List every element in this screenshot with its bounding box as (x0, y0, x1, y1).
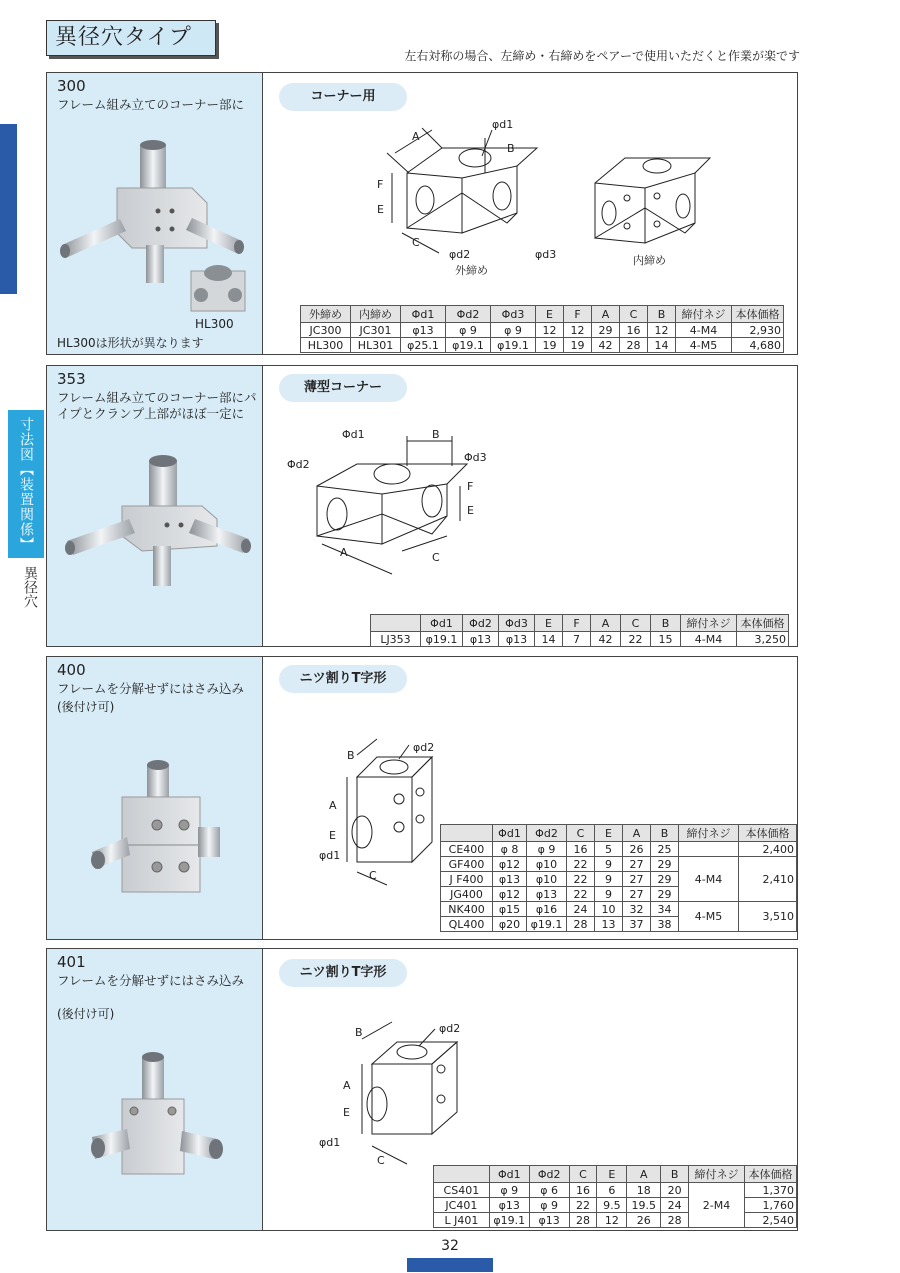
cell: 2,400 (739, 842, 797, 857)
cell: φ25.1 (401, 338, 446, 353)
cell: 19 (564, 338, 592, 353)
cell: φ 9 (527, 842, 567, 857)
page-subtitle: 左右対称の場合、左締め・右締めをペアーで使用いただくと作業が楽です (404, 49, 800, 63)
label-d2: φd2 (413, 741, 435, 754)
label-d1: φd1 (492, 118, 514, 131)
cell: 3,250 (737, 632, 789, 647)
section-description: フレーム組み立てのコーナー部にパイプとクランプ上部がほぼ一定に (57, 390, 257, 421)
page-title: 異径穴タイプ (46, 20, 216, 56)
section-401-info (47, 949, 263, 1230)
cell: 9 (595, 887, 623, 902)
label-d3: Φd3 (464, 451, 487, 464)
product-photo-t-split (92, 757, 232, 907)
cell: 12 (597, 1213, 627, 1228)
cell: JC401 (434, 1198, 490, 1213)
label-c: C (432, 551, 440, 564)
cell: 4,680 (732, 338, 784, 353)
col-header: 本体価格 (744, 1166, 796, 1183)
label-outer: 外締め (455, 264, 488, 277)
col-header: B (661, 1166, 689, 1183)
label-d1: φd1 (319, 1136, 341, 1149)
cell: 24 (567, 902, 595, 917)
col-header: Φd2 (527, 825, 567, 842)
section-401 (46, 948, 798, 1231)
col-header: A (627, 1166, 661, 1183)
cell: 12 (564, 323, 592, 338)
col-header: Φd1 (421, 615, 463, 632)
cell: φ13 (527, 887, 567, 902)
table-row (441, 842, 797, 857)
cell: 12 (648, 323, 676, 338)
cell: φ13 (489, 1198, 529, 1213)
cell: 2,930 (732, 323, 784, 338)
dimension-diagram-outer (367, 118, 587, 278)
cell: 19 (536, 338, 564, 353)
cell: 29 (592, 323, 620, 338)
col-header: 本体価格 (739, 825, 797, 842)
label-b: B (355, 1026, 363, 1039)
dimension-diagram-t401 (317, 1024, 497, 1174)
cell: 24 (661, 1198, 689, 1213)
table-row (371, 632, 789, 647)
cell: 16 (569, 1183, 597, 1198)
cell: 27 (623, 857, 651, 872)
cell: φ16 (527, 902, 567, 917)
spec-table-400 (440, 824, 797, 932)
cell: 42 (591, 632, 621, 647)
cell: 29 (651, 872, 679, 887)
label-d2: Φd2 (287, 458, 310, 471)
page-number: 32 (441, 1238, 459, 1254)
label-d3: φd3 (535, 248, 557, 261)
section-number: 353 (57, 370, 86, 388)
col-header: 内締め (351, 306, 401, 323)
side-tab: 寸法図【装置関係】 (8, 410, 44, 558)
cell: φ10 (527, 857, 567, 872)
cell: 27 (623, 887, 651, 902)
col-header: C (569, 1166, 597, 1183)
cell: 10 (595, 902, 623, 917)
col-header: 本体価格 (737, 615, 789, 632)
col-header: E (536, 306, 564, 323)
label-inner: 内締め (633, 254, 666, 267)
cell: 3,510 (739, 902, 797, 932)
cell: 9.5 (597, 1198, 627, 1213)
cell: φ19.1 (421, 632, 463, 647)
cell: φ 8 (493, 842, 527, 857)
cell: 4-M4 (676, 323, 732, 338)
cell: 26 (623, 842, 651, 857)
cell: φ15 (493, 902, 527, 917)
table-row (441, 857, 797, 872)
col-header: Φd3 (491, 306, 536, 323)
label-d1: φd1 (319, 849, 341, 862)
cell: 12 (536, 323, 564, 338)
col-header: E (597, 1166, 627, 1183)
section-400 (46, 656, 798, 940)
cell: 16 (620, 323, 648, 338)
cell: φ10 (527, 872, 567, 887)
cell: φ13 (463, 632, 499, 647)
cell: φ13 (499, 632, 535, 647)
section-description: フレームを分解せずにはさみ込み (57, 681, 245, 696)
cell: φ 6 (529, 1183, 569, 1198)
label-e: E (467, 504, 474, 517)
label-b: B (432, 428, 440, 441)
cell: JC300 (301, 323, 351, 338)
cell: 2-M4 (689, 1183, 745, 1228)
label-c: C (377, 1154, 385, 1167)
cell: 2,540 (744, 1213, 796, 1228)
cell: CS401 (434, 1183, 490, 1198)
section-subnote: (後付け可) (57, 1007, 115, 1021)
label-a: A (412, 130, 420, 143)
dimension-diagram-thin (282, 426, 522, 586)
cell: φ13 (529, 1213, 569, 1228)
col-header: B (651, 615, 681, 632)
cell: 34 (651, 902, 679, 917)
cell: 25 (651, 842, 679, 857)
category-badge: ニツ割りT字形 (279, 959, 407, 987)
side-label: 異径穴 (22, 566, 38, 608)
col-header: E (535, 615, 563, 632)
table-row (301, 323, 784, 338)
label-f: F (467, 480, 474, 493)
cell: φ 9 (529, 1198, 569, 1213)
col-header: 締付ネジ (681, 615, 737, 632)
dimension-diagram-inner (585, 148, 725, 268)
section-subnote: (後付け可) (57, 700, 115, 714)
cell: 4-M5 (679, 902, 739, 932)
cell: 26 (627, 1213, 661, 1228)
cell: φ20 (493, 917, 527, 932)
category-badge: ニツ割りT字形 (279, 665, 407, 693)
col-header (441, 825, 493, 842)
cell: φ12 (493, 887, 527, 902)
spec-table-353 (370, 614, 789, 647)
col-header: A (591, 615, 621, 632)
col-header: 締付ネジ (676, 306, 732, 323)
product-photo-hl300 (187, 261, 249, 313)
col-header: Φd2 (446, 306, 491, 323)
cell: 29 (651, 887, 679, 902)
section-353 (46, 365, 798, 647)
cell: JC301 (351, 323, 401, 338)
col-header: B (651, 825, 679, 842)
cell: φ12 (493, 857, 527, 872)
cell: 16 (567, 842, 595, 857)
product-photo-thin-corner (67, 451, 252, 591)
col-header: F (564, 306, 592, 323)
cell: GF400 (441, 857, 493, 872)
col-header: A (592, 306, 620, 323)
cell: 6 (597, 1183, 627, 1198)
col-header (434, 1166, 490, 1183)
cell: 2,410 (739, 857, 797, 902)
col-header: C (567, 825, 595, 842)
cell: CE400 (441, 842, 493, 857)
cell: 9 (595, 872, 623, 887)
spec-table-401 (433, 1165, 797, 1228)
cell: 38 (651, 917, 679, 932)
cell: HL300 (301, 338, 351, 353)
col-header: B (648, 306, 676, 323)
section-number: 401 (57, 953, 86, 971)
cell: 28 (620, 338, 648, 353)
side-accent-bar (0, 124, 17, 294)
cell: 27 (623, 872, 651, 887)
label-e: E (377, 203, 384, 216)
cell: L J401 (434, 1213, 490, 1228)
cell: 18 (627, 1183, 661, 1198)
label-d1: Φd1 (342, 428, 365, 441)
label-b: B (507, 142, 515, 155)
cell: φ 9 (491, 323, 536, 338)
cell: 15 (651, 632, 681, 647)
hl300-label: HL300 (195, 317, 234, 331)
cell: 20 (661, 1183, 689, 1198)
cell: 22 (621, 632, 651, 647)
cell: 1,370 (744, 1183, 796, 1198)
section-description: フレーム組み立てのコーナー部に (57, 97, 245, 112)
table-row (441, 902, 797, 917)
cell: φ19.1 (491, 338, 536, 353)
section-353-info (47, 366, 263, 646)
cell: 4-M5 (676, 338, 732, 353)
col-header: Φd2 (529, 1166, 569, 1183)
cell: 13 (595, 917, 623, 932)
cell: φ13 (493, 872, 527, 887)
cell: LJ353 (371, 632, 421, 647)
col-header: 締付ネジ (689, 1166, 745, 1183)
col-header: 外締め (301, 306, 351, 323)
section-300-info (47, 73, 263, 354)
category-badge: コーナー用 (279, 83, 407, 111)
label-a: A (329, 799, 337, 812)
cell: φ19.1 (446, 338, 491, 353)
col-header: F (563, 615, 591, 632)
cell: 22 (567, 872, 595, 887)
section-number: 400 (57, 661, 86, 679)
label-e: E (329, 829, 336, 842)
col-header: A (623, 825, 651, 842)
category-badge: 薄型コーナー (279, 374, 407, 402)
cell: 9 (595, 857, 623, 872)
cell: 28 (661, 1213, 689, 1228)
cell: HL301 (351, 338, 401, 353)
cell: 1,760 (744, 1198, 796, 1213)
section-400-info (47, 657, 263, 939)
label-d2: φd2 (439, 1022, 461, 1035)
cell: 28 (567, 917, 595, 932)
cell: φ19.1 (489, 1213, 529, 1228)
product-photo-t-split-401 (92, 1049, 242, 1199)
section-300 (46, 72, 798, 355)
label-a: A (343, 1079, 351, 1092)
cell (679, 842, 739, 857)
col-header: C (620, 306, 648, 323)
cell: NK400 (441, 902, 493, 917)
col-header: C (621, 615, 651, 632)
table-row (434, 1183, 797, 1198)
cell: 28 (569, 1213, 597, 1228)
cell: 7 (563, 632, 591, 647)
section-description: フレームを分解せずにはさみ込み (57, 973, 245, 988)
cell: J F400 (441, 872, 493, 887)
section-note: HL300は形状が異なります (57, 336, 204, 350)
page-number-bar (407, 1258, 493, 1272)
cell: QL400 (441, 917, 493, 932)
cell: 4-M4 (679, 857, 739, 902)
cell: φ13 (401, 323, 446, 338)
section-number: 300 (57, 77, 86, 95)
label-a: A (340, 546, 348, 559)
label-c: C (369, 869, 377, 882)
col-header: Φd1 (489, 1166, 529, 1183)
cell: 4-M4 (681, 632, 737, 647)
cell: 29 (651, 857, 679, 872)
cell: 22 (567, 887, 595, 902)
col-header: Φd2 (463, 615, 499, 632)
col-header: Φd1 (401, 306, 446, 323)
col-header: Φd1 (493, 825, 527, 842)
cell: 22 (569, 1198, 597, 1213)
cell: 42 (592, 338, 620, 353)
spec-table-300 (300, 305, 784, 353)
label-b: B (347, 749, 355, 762)
table-row (301, 338, 784, 353)
col-header: Φd3 (499, 615, 535, 632)
cell: 19.5 (627, 1198, 661, 1213)
label-e: E (343, 1106, 350, 1119)
label-c: C (412, 236, 420, 249)
cell: 14 (648, 338, 676, 353)
cell: 5 (595, 842, 623, 857)
cell: φ 9 (446, 323, 491, 338)
cell: φ 9 (489, 1183, 529, 1198)
cell: JG400 (441, 887, 493, 902)
col-header (371, 615, 421, 632)
cell: φ19.1 (527, 917, 567, 932)
cell: 37 (623, 917, 651, 932)
col-header: 本体価格 (732, 306, 784, 323)
col-header: 締付ネジ (679, 825, 739, 842)
col-header: E (595, 825, 623, 842)
label-d2: φd2 (449, 248, 471, 261)
label-f: F (377, 178, 384, 191)
cell: 22 (567, 857, 595, 872)
cell: 14 (535, 632, 563, 647)
cell: 32 (623, 902, 651, 917)
